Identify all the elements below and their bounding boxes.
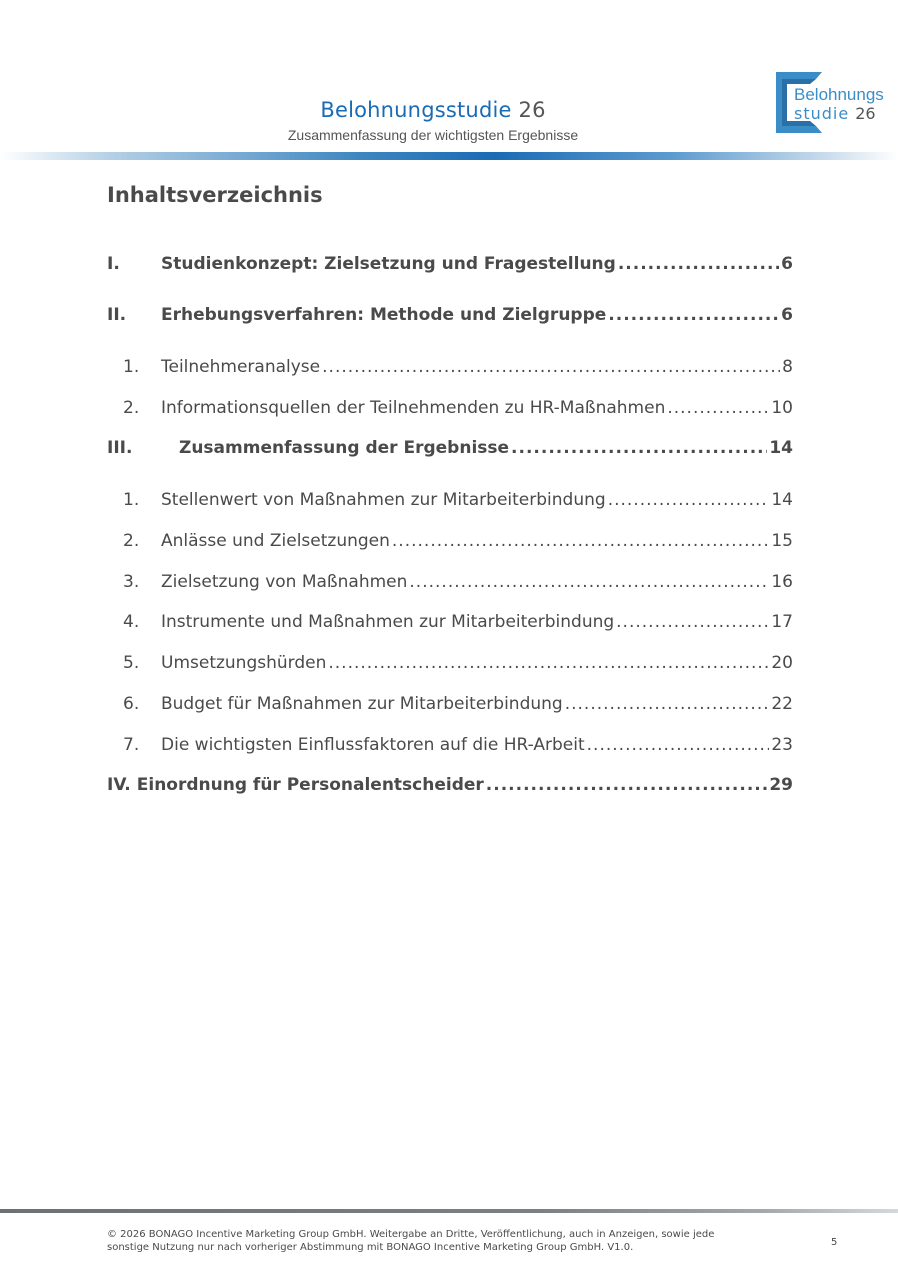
header-title-number: 26 — [518, 98, 546, 122]
toc-subentry[interactable] — [107, 488, 793, 512]
toc-entry-page: 22 — [771, 694, 793, 714]
toc-entry-page: 29 — [769, 775, 793, 795]
toc-entry-number: 1. — [123, 357, 140, 377]
toc-entry-number: 7. — [123, 735, 140, 755]
toc-leader — [392, 529, 769, 553]
toc-entry-title: Anlässe und Zielsetzungen — [161, 531, 390, 551]
toc-entry-page: 10 — [771, 398, 793, 418]
toc-subentry[interactable] — [107, 396, 793, 420]
logo-line2 — [794, 104, 876, 123]
toc-entry-number: IV. — [107, 775, 131, 795]
toc-subentry[interactable] — [107, 529, 793, 553]
toc-entry-title: Informationsquellen der Teilnehmenden zu HR-Maßnahmen — [161, 398, 666, 418]
footer-copyright-line2: sonstige Nutzung nur nach vorheriger Abstimmung mit BONAGO Incentive Marketing Group GmbH. V1.0. — [107, 1242, 634, 1253]
header-subtitle: Zusammenfassung der wichtigsten Ergebnisse — [287, 127, 579, 143]
footer-divider — [0, 1209, 898, 1213]
toc-subentry[interactable] — [107, 651, 793, 675]
toc-entry-title: Die wichtigsten Einflussfaktoren auf die HR-Arbeit — [161, 735, 585, 755]
toc-entry-page: 14 — [769, 438, 793, 458]
toc-entry-title: Instrumente und Maßnahmen zur Mitarbeiterbindung — [161, 612, 615, 632]
toc-entry-number: 4. — [123, 612, 140, 632]
header-divider — [0, 152, 898, 160]
toc-subentry[interactable] — [107, 610, 793, 634]
toc-entry-title: Zielsetzung von Maßnahmen — [161, 572, 408, 592]
toc-entry[interactable] — [107, 252, 793, 276]
toc-entry-title: Umsetzungshürden — [161, 653, 327, 673]
toc-entry-number: 3. — [123, 572, 140, 592]
footer-page-number: 5 — [831, 1237, 838, 1248]
toc-entry-title: Teilnehmeranalyse — [161, 357, 321, 377]
toc-subentry[interactable] — [107, 355, 793, 379]
toc-leader — [409, 570, 769, 594]
toc-entry[interactable] — [107, 303, 793, 327]
toc-entry-page: 6 — [781, 254, 793, 274]
toc-entry-number: 5. — [123, 653, 140, 673]
toc-entry-page: 14 — [771, 490, 793, 510]
header-title — [0, 98, 866, 122]
toc-entry-number: 2. — [123, 531, 140, 551]
footer-copyright-line1: © 2026 BONAGO Incentive Marketing Group GmbH. Weitergabe an Dritte, Veröffentlichung, auch in Anzeigen, sowie jede — [107, 1229, 715, 1240]
toc-subentry[interactable] — [107, 692, 793, 716]
toc-entry-title: Einordnung für Personalentscheider — [136, 775, 484, 795]
toc-entry-number: III. — [107, 438, 133, 458]
toc-leader — [616, 610, 769, 634]
toc-entry[interactable] — [107, 773, 793, 797]
toc-subentry[interactable] — [107, 570, 793, 594]
toc-entry-title: Erhebungsverfahren: Methode und Zielgruppe — [161, 305, 607, 325]
toc-entry-page: 6 — [781, 305, 793, 325]
toc-entry-number: 1. — [123, 490, 140, 510]
toc-leader — [328, 651, 769, 675]
logo-line1: Belohnungs — [794, 85, 884, 104]
toc-heading: Inhaltsverzeichnis — [107, 183, 323, 207]
toc-entry[interactable] — [107, 436, 793, 460]
toc-entry-title: Budget für Maßnahmen zur Mitarbeiterbindung — [161, 694, 563, 714]
toc-entry-page: 8 — [782, 357, 793, 377]
toc-entry-page: 15 — [771, 531, 793, 551]
toc-entry-title: Stellenwert von Maßnahmen zur Mitarbeiterbindung — [161, 490, 606, 510]
toc-entry-page: 20 — [771, 653, 793, 673]
brand-logo — [770, 70, 890, 136]
toc-leader — [511, 436, 767, 460]
toc-entry-number: 2. — [123, 398, 140, 418]
toc-entry-page: 23 — [771, 735, 793, 755]
toc-entry-page: 16 — [771, 572, 793, 592]
toc-entry-title: Zusammenfassung der Ergebnisse — [179, 438, 510, 458]
toc-entry-number: 6. — [123, 694, 140, 714]
toc-leader — [608, 303, 779, 327]
toc-entry-page: 17 — [771, 612, 793, 632]
toc-leader — [608, 488, 770, 512]
toc-leader — [565, 692, 770, 716]
toc-leader — [587, 733, 770, 757]
toc-leader — [486, 773, 768, 797]
toc-entry-number: I. — [107, 254, 120, 274]
toc-leader — [667, 396, 769, 420]
toc-entry-number: II. — [107, 305, 127, 325]
logo-number: 26 — [855, 104, 876, 123]
header-title-text: Belohnungsstudie — [320, 98, 512, 122]
toc-entry-title: Studienkonzept: Zielsetzung und Fragestellung — [161, 254, 616, 274]
toc-leader — [618, 252, 779, 276]
footer-copyright — [107, 1228, 797, 1254]
toc-leader — [322, 355, 780, 379]
toc-subentry[interactable] — [107, 733, 793, 757]
logo-line2-text: studie — [794, 104, 850, 123]
